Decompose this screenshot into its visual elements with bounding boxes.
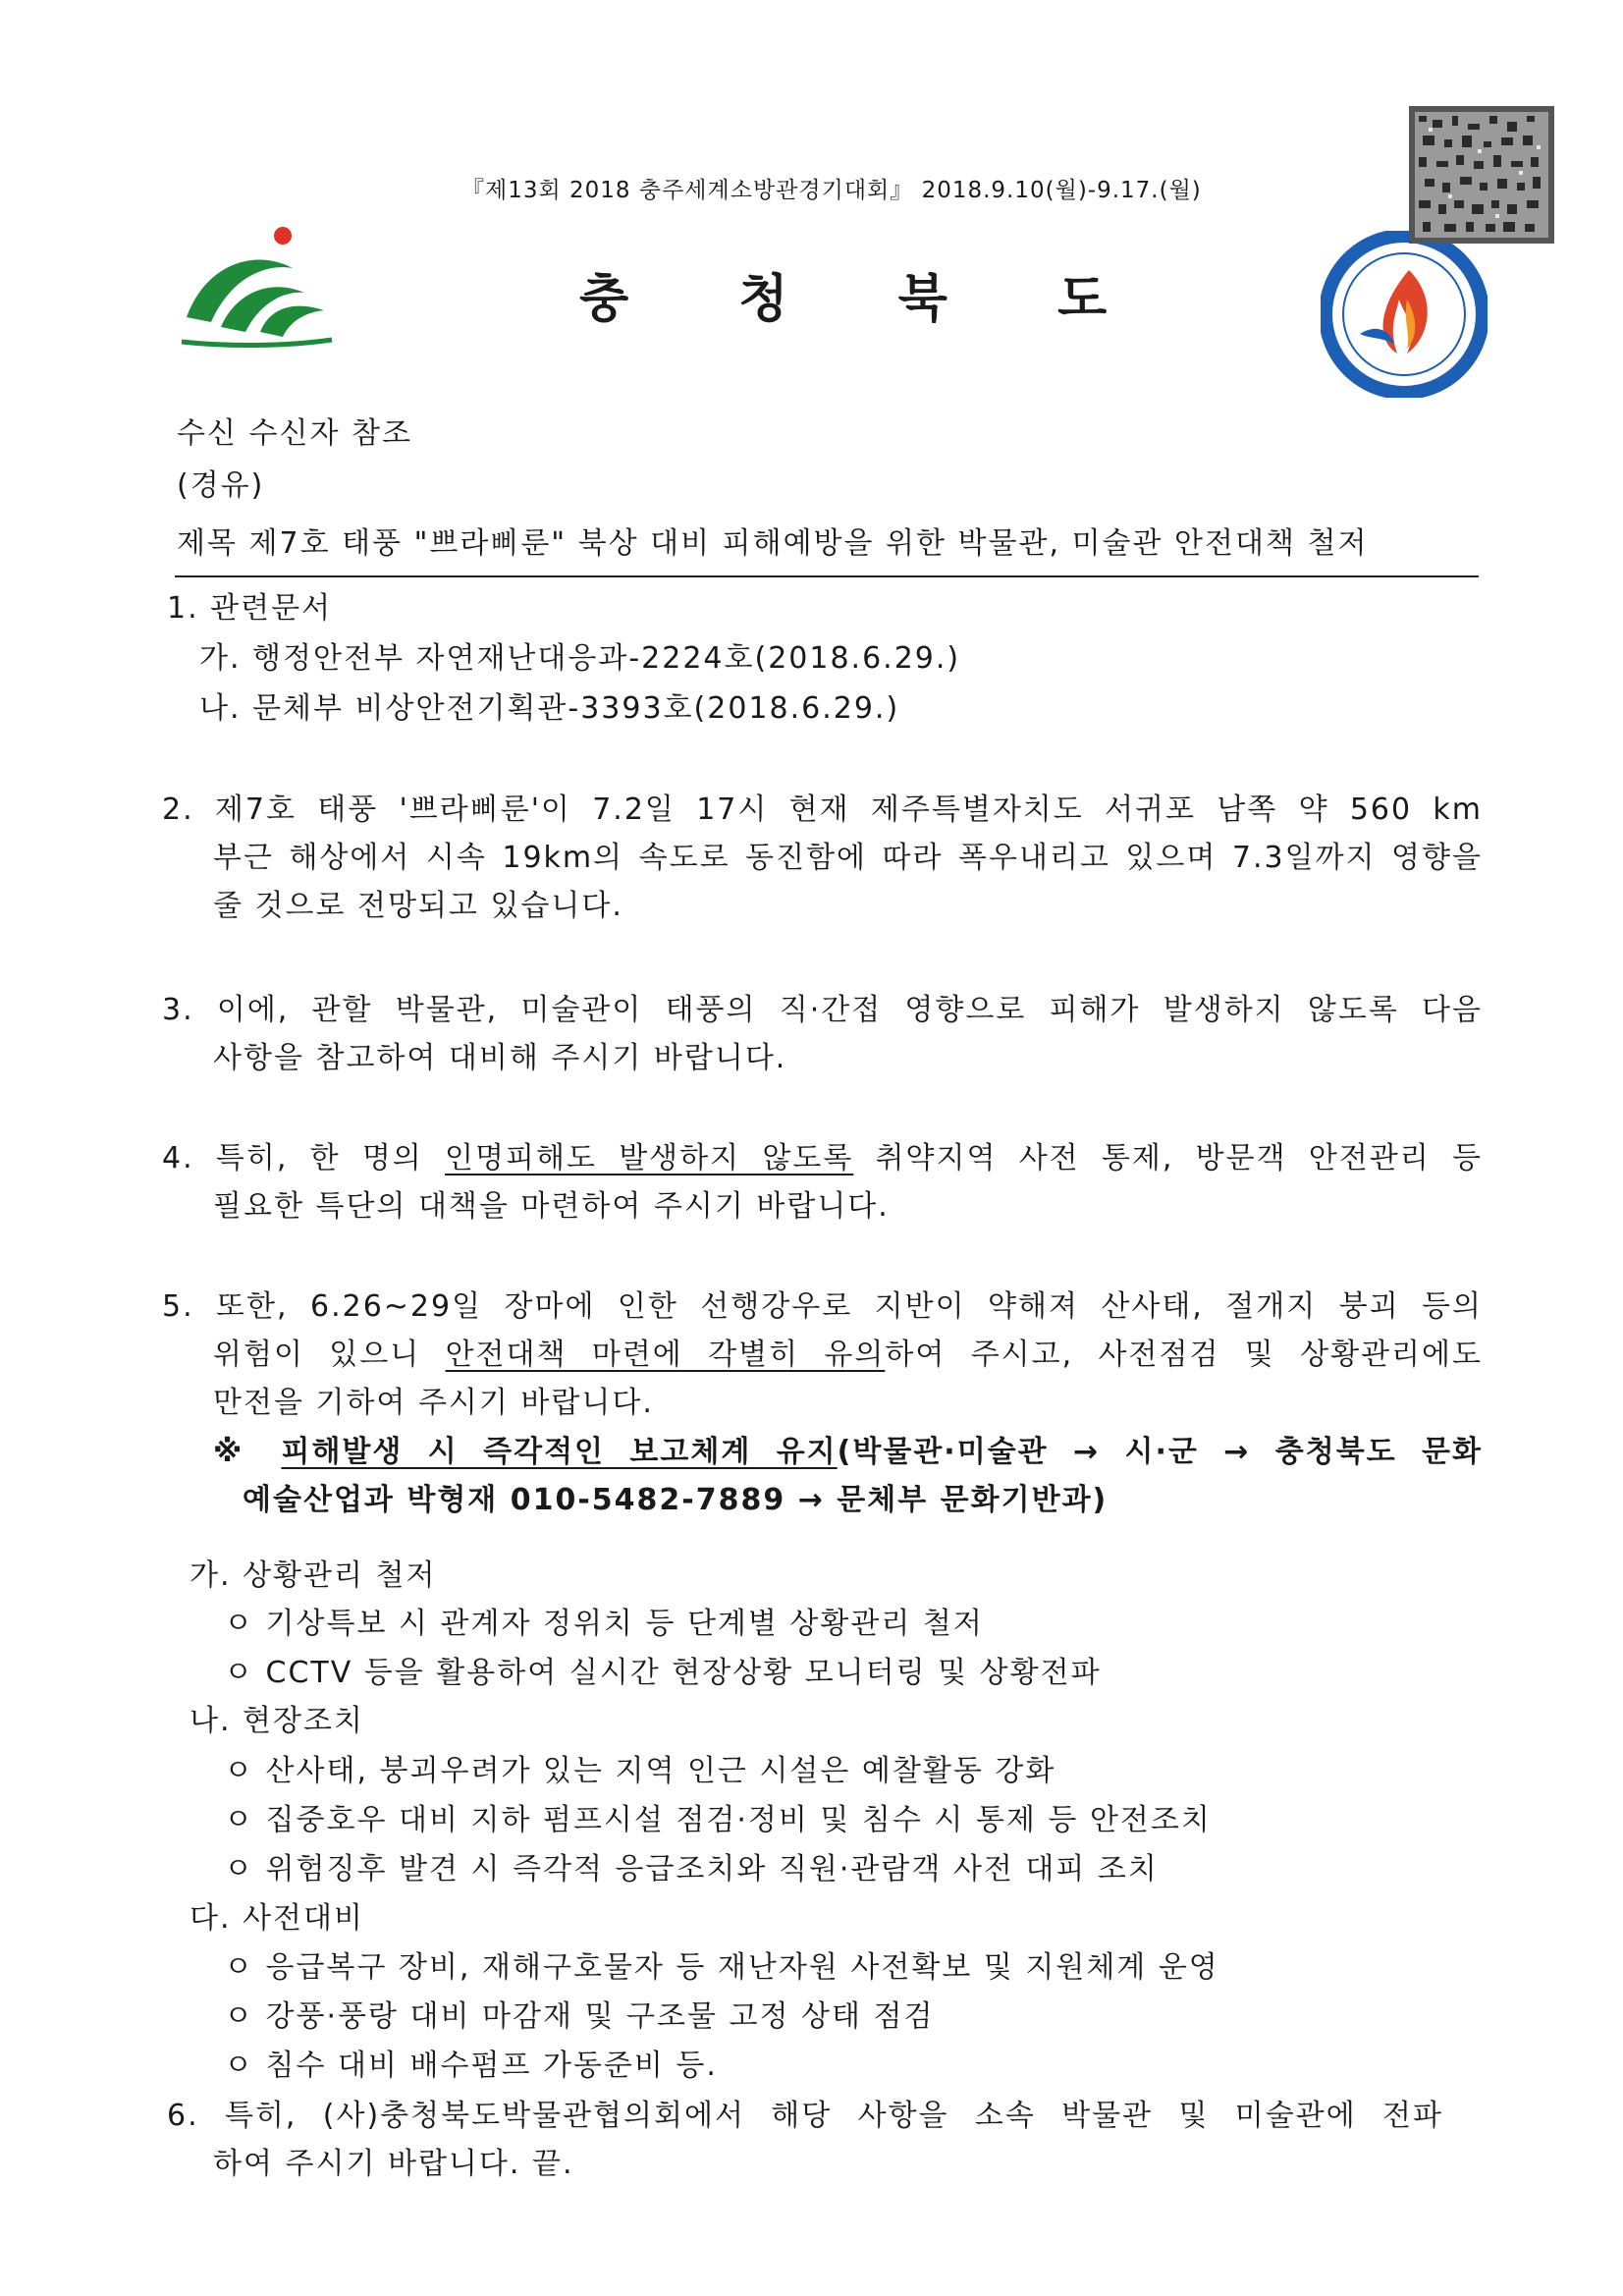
subsection-na-item-3: ㅇ 위험징후 발견 시 즉각적 응급조치와 직원·관람객 사전 대피 조치 bbox=[224, 1852, 1159, 1886]
reporting-note-line-2: 예술산업과 박형재 010-5482-7889 → 문체부 문화기반과) bbox=[243, 1483, 1109, 1517]
org-title: 충 청 북 도 bbox=[579, 270, 1109, 329]
emphasis-safety-measures: 안전대책 마련에 각별히 유의 bbox=[445, 1338, 886, 1372]
subsection-da-item-2: ㅇ 강풍·풍랑 대비 마감재 및 구조물 고정 상태 점검 bbox=[224, 1999, 935, 2034]
subsection-da-title: 다. 사전대비 bbox=[189, 1901, 364, 1936]
subsection-ga-item-1: ㅇ 기상특보 시 관계자 정위치 등 단계별 상황관리 철저 bbox=[224, 1607, 984, 1641]
via-line: (경유) bbox=[177, 468, 265, 503]
section-6-line-2: 하여 주시기 바랍니다. 끝. bbox=[213, 2147, 574, 2181]
games-emblem-icon bbox=[1321, 231, 1488, 398]
subsection-na-title: 나. 현장조치 bbox=[189, 1704, 364, 1738]
subsection-da-item-3: ㅇ 침수 대비 배수펌프 가동준비 등. bbox=[224, 2049, 718, 2083]
subject-divider bbox=[175, 575, 1479, 577]
subsection-ga-item-2: ㅇ CCTV 등을 활용하여 실시간 현장상황 모니터링 및 상황전파 bbox=[224, 1656, 1102, 1690]
section-2-line-1: 2. 제7호 태풍 '쁘라삐룬'이 7.2일 17시 현재 제주특별자치도 서귀포 남쪽 약 560 km bbox=[162, 793, 1483, 827]
subject-line: 제목 제7호 태풍 "쁘라삐룬" 북상 대비 피해예방을 위한 박물관, 미술관 안전대책 철저 bbox=[177, 526, 1369, 561]
subsection-ga-title: 가. 상황관리 철저 bbox=[189, 1558, 437, 1593]
emphasis-no-casualties: 인명피해도 발생하지 않도록 bbox=[445, 1141, 854, 1175]
section-6-line-1: 6. 특히, (사)충청북도박물관협의회에서 해당 사항을 소속 박물관 및 미술관에 전파 bbox=[167, 2099, 1443, 2133]
section-5-line-3: 만전을 기하여 주시기 바랍니다. bbox=[213, 1386, 654, 1420]
section-3-line-2: 사항을 참고하여 대비해 주시기 바랍니다. bbox=[213, 1041, 787, 1075]
recipient-line: 수신 수신자 참조 bbox=[177, 416, 412, 451]
section-1-title: 1. 관련문서 bbox=[167, 591, 333, 626]
emphasis-reporting-system: 피해발생 시 즉각적인 보고체계 유지 bbox=[281, 1435, 838, 1469]
qr-code-icon bbox=[1409, 106, 1554, 244]
event-banner: 『제13회 2018 충주세계소방관경기대회』 2018.9.10(월)-9.17.(월) bbox=[461, 178, 1202, 203]
section-3-line-1: 3. 이에, 관할 박물관, 미술관이 태풍의 직·간접 영향으로 피해가 발생하지 않도록 다음 bbox=[162, 993, 1483, 1027]
reporting-note-line-1: ※ 피해발생 시 즉각적인 보고체계 유지(박물관·미술관 → 시·군 → 충청북도 문화 bbox=[213, 1435, 1484, 1469]
subsection-da-item-1: ㅇ 응급복구 장비, 재해구호물자 등 재난자원 사전확보 및 지원체계 운영 bbox=[224, 1950, 1219, 1985]
reference-doc-b: 나. 문체부 비상안전기획관-3393호(2018.6.29.) bbox=[199, 691, 900, 726]
chungbuk-logo-icon bbox=[177, 224, 334, 352]
section-2-line-2: 부근 해상에서 시속 19km의 속도로 동진함에 따라 폭우내리고 있으며 7.3일까지 영향을 bbox=[213, 841, 1483, 875]
subsection-na-item-2: ㅇ 집중호우 대비 지하 펌프시설 점검·정비 및 침수 시 통제 등 안전조치 bbox=[224, 1803, 1212, 1837]
section-5-line-2: 위험이 있으니 안전대책 마련에 각별히 유의하여 주시고, 사전점검 및 상황관리에도 bbox=[213, 1338, 1483, 1372]
section-4-line-1: 4. 특히, 한 명의 인명피해도 발생하지 않도록 취약지역 사전 통제, 방문객 안전관리 등 bbox=[162, 1141, 1483, 1175]
section-4-line-2: 필요한 특단의 대책을 마련하여 주시기 바랍니다. bbox=[213, 1189, 890, 1224]
reference-doc-a: 가. 행정안전부 자연재난대응과-2224호(2018.6.29.) bbox=[199, 641, 961, 676]
subsection-na-item-1: ㅇ 산사태, 붕괴우려가 있는 지역 인근 시설은 예찰활동 강화 bbox=[224, 1754, 1056, 1788]
section-5-line-1: 5. 또한, 6.26~29일 장마에 인한 선행강우로 지반이 약해져 산사태, 절개지 붕괴 등의 bbox=[162, 1289, 1483, 1324]
section-2-line-3: 줄 것으로 전망되고 있습니다. bbox=[213, 889, 623, 923]
